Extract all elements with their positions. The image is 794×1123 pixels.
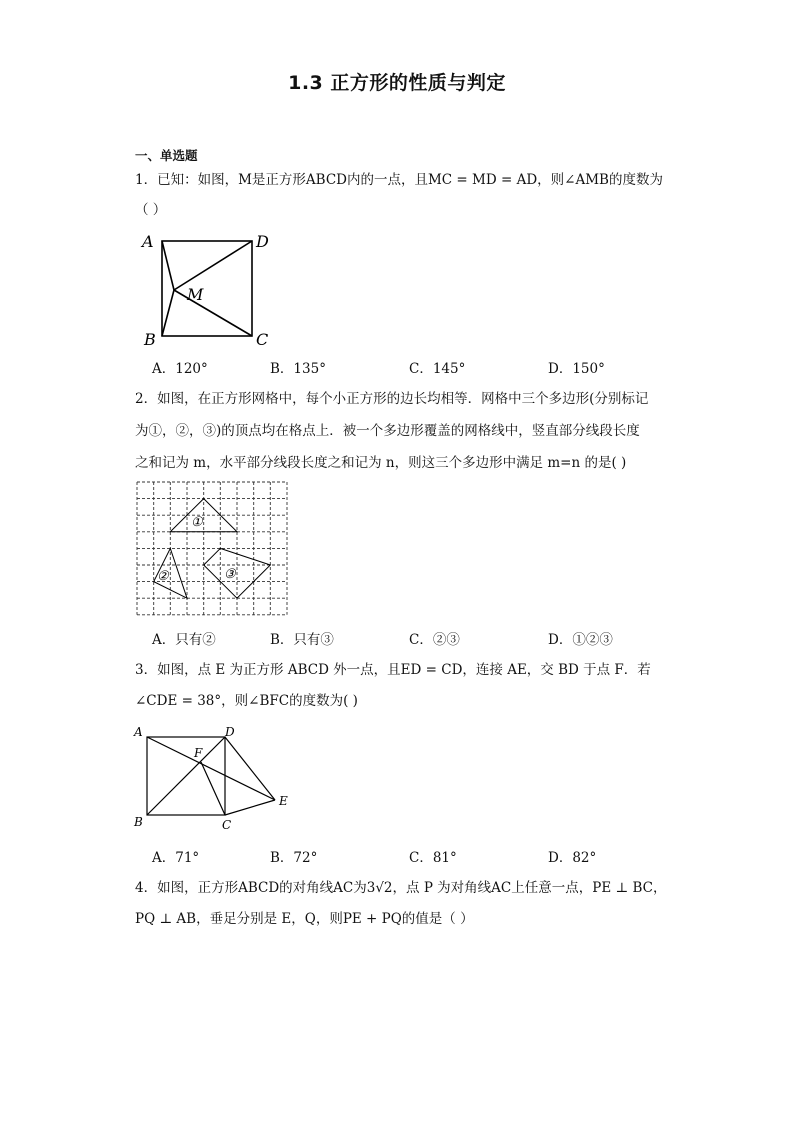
q4-line-2: PQ ⊥ AB，垂足分别是 E，Q，则PE + PQ的值是（ ） <box>135 911 474 927</box>
q2-line-3: 之和记为 m，水平部分线段长度之和记为 n，则这三个多边形中满足 m=n 的是( ) <box>135 455 627 471</box>
q1-label-b: B <box>144 330 156 349</box>
q2-grid-figure <box>136 481 288 617</box>
q1-line-2: （ ） <box>135 202 167 218</box>
q1-option-c[interactable]: C．145° <box>409 361 466 377</box>
q1-label-d: D <box>256 232 269 251</box>
q3-option-a[interactable]: A．71° <box>152 850 200 866</box>
q3-figure <box>130 722 300 834</box>
q3-line-2: ∠CDE = 38°，则∠BFC的度数为( ) <box>135 693 358 709</box>
q3-label-d: D <box>225 725 235 739</box>
q1-figure <box>138 228 278 350</box>
q3-option-b[interactable]: B．72° <box>270 850 318 866</box>
q3-label-a: A <box>134 725 143 739</box>
q1-option-d[interactable]: D．150° <box>548 361 605 377</box>
q1-option-a[interactable]: A．120° <box>152 361 208 377</box>
q2-line-1: 2．如图，在正方形网格中，每个小正方形的边长均相等．网格中三个多边形(分别标记 <box>135 391 649 407</box>
q2-label-3: ③ <box>224 567 236 582</box>
q1-option-b[interactable]: B．135° <box>270 361 326 377</box>
q2-label-2: ② <box>157 569 169 584</box>
q1-label-c: C <box>256 330 269 349</box>
q3-option-d[interactable]: D．82° <box>548 850 597 866</box>
q3-label-b: B <box>134 815 143 829</box>
q2-option-b[interactable]: B．只有③ <box>270 632 334 648</box>
q3-option-c[interactable]: C．81° <box>409 850 457 866</box>
q3-line-1: 3．如图，点 E 为正方形 ABCD 外一点，且ED = CD，连接 AE，交 BD 于点 F．若 <box>135 662 651 678</box>
q3-label-e: E <box>279 794 288 808</box>
q2-label-1: ① <box>191 515 203 530</box>
section-heading: 一、单选题 <box>135 148 198 163</box>
q3-label-c: C <box>222 818 232 832</box>
q1-label-m: M <box>187 285 204 304</box>
q2-option-d[interactable]: D．①②③ <box>548 632 613 648</box>
q2-option-c[interactable]: C．②③ <box>409 632 460 648</box>
q1-label-a: A <box>142 232 154 251</box>
q4-line-1: 4．如图，正方形ABCD的对角线AC为3√2，点 P 为对角线AC上任意一点，PE ⊥ BC， <box>135 880 667 896</box>
q2-option-a[interactable]: A．只有② <box>152 632 216 648</box>
q1-line-1: 1．已知：如图，M是正方形ABCD内的一点，且MC = MD = AD，则∠AMB的度数为 <box>135 172 663 188</box>
page-title: 1.3 正方形的性质与判定 <box>288 72 506 94</box>
q2-line-2: 为①，②，③)的顶点均在格点上．被一个多边形覆盖的网格线中，竖直部分线段长度 <box>135 423 640 439</box>
q3-label-f: F <box>194 746 203 760</box>
